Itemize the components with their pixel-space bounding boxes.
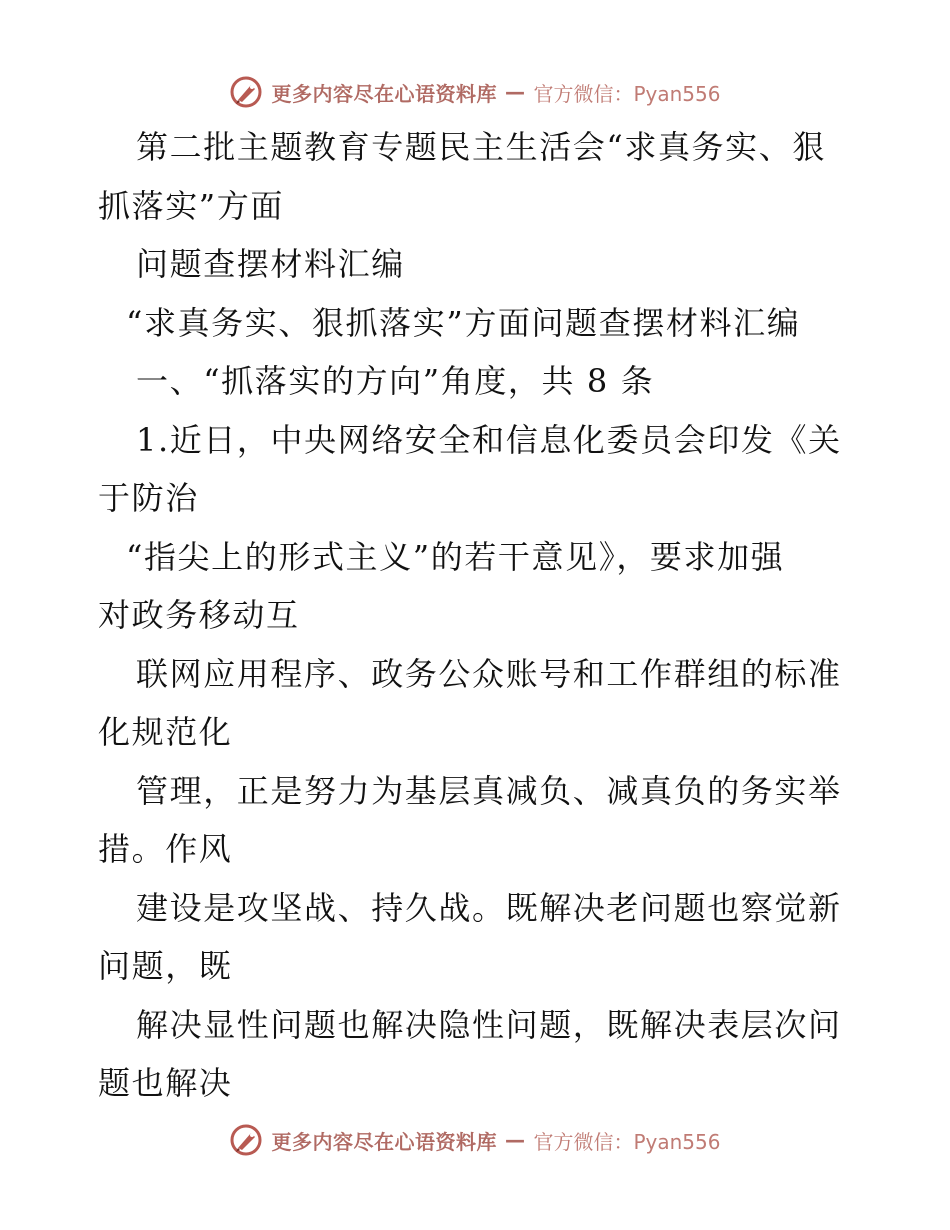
subtitle-line: 问题查摆材料汇编 <box>136 245 405 283</box>
paragraph-line: 化规范化 <box>98 713 233 751</box>
paragraph-line: 措。作风 <box>98 830 233 868</box>
paragraph-line: “指尖上的形式主义”的若干意见》，要求加强 <box>126 537 785 576</box>
watermark-separator: — <box>504 1128 526 1152</box>
document-body <box>98 118 858 1113</box>
section-heading: 一、“抓落实的方向”角度，共 8 条 <box>136 362 655 400</box>
paragraph-line: 建设是攻坚战、持久战。既解决老问题也察觉新 <box>136 888 842 927</box>
title-line-2: 抓落实”方面 <box>98 186 284 225</box>
watermark-text: 更多内容尽在心语资料库 <box>271 81 497 106</box>
paragraph-line: 于防治 <box>98 479 199 517</box>
paragraph-line: 联网应用程序、政务公众账号和工作群组的标准 <box>136 654 842 693</box>
paragraph-line: 问题，既 <box>98 947 233 985</box>
paragraph-line: 解决显性问题也解决隐性问题，既解决表层次问 <box>136 1005 842 1044</box>
watermark-contact: 官方微信：Pyan556 <box>533 1129 721 1154</box>
title-line-1: 第二批主题教育专题民主生活会“求真务实、狠 <box>136 128 826 166</box>
paragraph-line: 1.近日，中央网络安全和信息化委员会印发《关 <box>136 420 842 459</box>
watermark-text: 更多内容尽在心语资料库 <box>271 1129 497 1154</box>
paragraph-line: 题也解决 <box>98 1064 233 1102</box>
header-watermark <box>0 70 950 114</box>
footer-watermark <box>0 1118 950 1162</box>
pen-nib-logo-icon <box>229 1123 263 1157</box>
watermark-separator: — <box>504 80 526 104</box>
watermark-contact: 官方微信：Pyan556 <box>533 81 721 106</box>
paragraph-line: 管理，正是努力为基层真减负、减真负的务实举 <box>136 771 842 810</box>
paragraph-line: 对政务移动互 <box>98 596 300 634</box>
heading-line: “求真务实、狠抓落实”方面问题查摆材料汇编 <box>126 303 801 342</box>
pen-nib-logo-icon <box>229 75 263 109</box>
